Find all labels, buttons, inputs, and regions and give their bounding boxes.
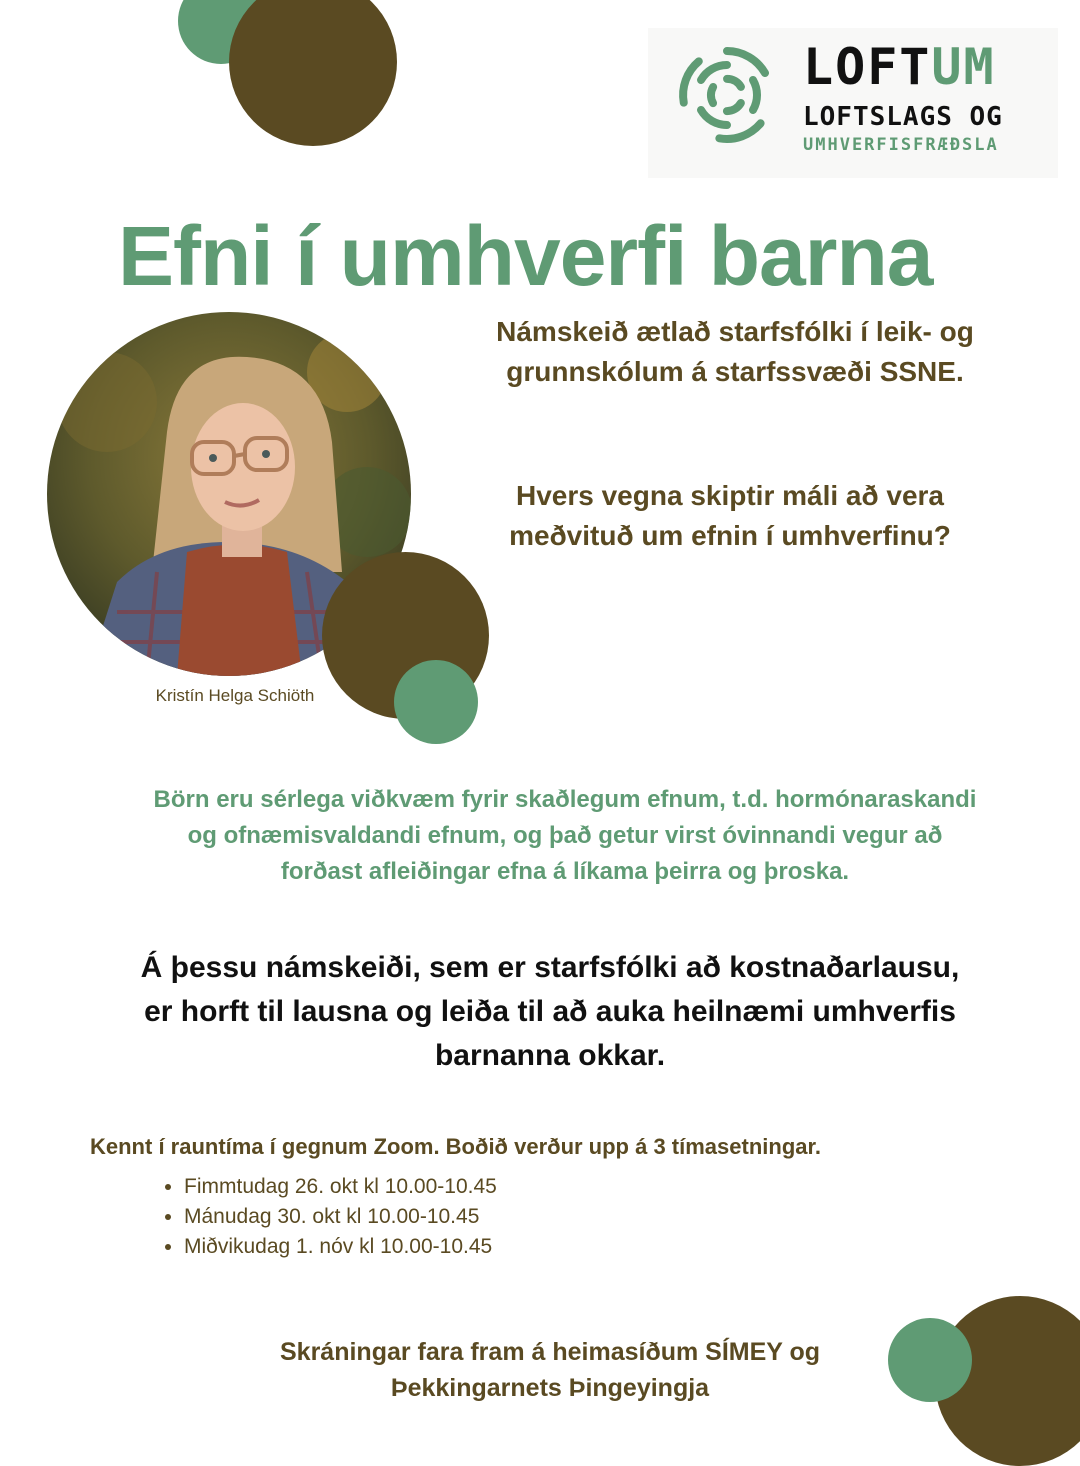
page-title: Efni í umhverfi barna [118,209,933,303]
main-message-line: Á þessu námskeiði, sem er starfsfólki að kostnaðarlausu, [140,951,960,984]
registration-line: Þekkingarnets Þingeyingja [390,1374,710,1402]
decor-circle-green-mid [394,660,478,744]
decor-circle-olive-top [229,0,397,146]
registration-line: Skráningar fara fram á heimasíðum SÍMEY og [280,1338,820,1366]
loftum-logo [648,28,1058,178]
schedule-intro: Kennt í rauntíma í gegnum Zoom. Boðið verður upp á 3 tímasetningar. [90,1134,821,1159]
question-heading [470,476,990,556]
question-line: Hvers vegna skiptir máli að vera [516,480,944,511]
subtitle [440,312,1030,392]
decor-circle-green-bottom [888,1318,972,1402]
swirl-logo-icon [672,40,782,150]
subtitle-line: Námskeið ætlað starfsfólki í leik- og [496,316,974,347]
schedule-item: • Fimmtudag 26. okt kl 10.00-10.45 [184,1172,497,1202]
question-line: meðvituð um efnin í umhverfinu? [509,520,951,551]
subtitle-line: grunnskólum á starfssvæði SSNE. [506,356,964,387]
main-message-line: barnanna okkar. [434,1039,666,1072]
logo-tagline-2: UMHVERFISFRÆÐSLA [803,135,999,155]
intro-line: forðast afleiðingar efna á líkama þeirra og þroska. [280,858,850,885]
logo-tagline-1: LOFTSLAGS OG [803,102,1003,132]
schedule-item: • Mánudag 30. okt kl 10.00-10.45 [184,1202,497,1232]
intro-line: Börn eru sérlega viðkvæm fyrir skaðlegum efnum, t.d. hormónaraskandi [153,786,977,813]
photo-caption: Kristín Helga Schiöth [155,686,315,705]
schedule-list [160,1172,497,1262]
schedule-item: • Miðvikudag 1. nóv kl 10.00-10.45 [184,1232,497,1262]
registration-note [210,1334,890,1406]
main-message-line: er horft til lausna og leiða til að auka heilnæmi umhverfis [144,995,956,1028]
main-message [70,946,1030,1078]
intro-line: og ofnæmisvaldandi efnum, og það getur virst óvinnandi vegur að [187,822,943,849]
intro-paragraph [70,782,1060,890]
logo-wordmark: LOFTUM [803,38,996,96]
